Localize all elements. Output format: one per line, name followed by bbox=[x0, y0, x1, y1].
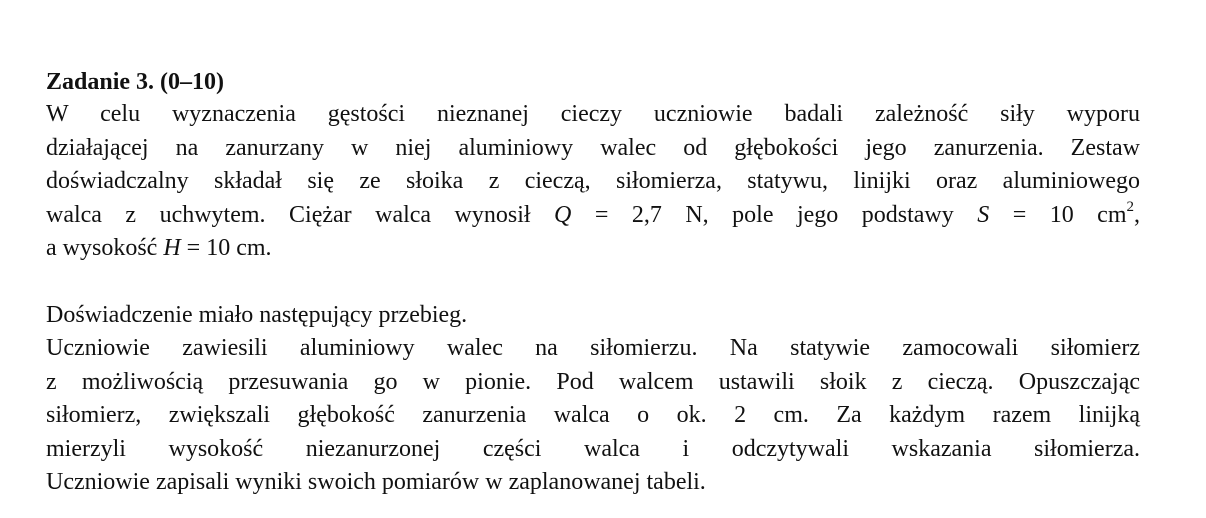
setup-line-2: działającej na zanurzany w niej aluminiowy walec od głębokości jego zanurzenia. Zestaw bbox=[46, 134, 1140, 161]
height-value: = 10 cm. bbox=[180, 235, 272, 261]
setup-line-4 bbox=[46, 199, 1140, 233]
area-value: = 10 cm bbox=[989, 201, 1127, 228]
procedure-line-3: siłomierz, zwiększali głębokość zanurzenia walca o ok. 2 cm. Za każdym razem linijką bbox=[46, 402, 1140, 428]
experiment-setup-paragraph bbox=[46, 98, 1140, 266]
procedure-line-1: Uczniowie zawiesili aluminiowy walec na siłomierzu. Na statywie zamocowali siłomierz bbox=[46, 335, 1140, 361]
paragraph-gap bbox=[46, 266, 1140, 299]
area-variable-s: S bbox=[977, 201, 990, 228]
setup-line-1: W celu wyznaczenia gęstości nieznanej cieczy uczniowie badali zależność siły wyporu bbox=[46, 101, 1140, 127]
setup-line-4-text: walca z uchwytem. Ciężar walca wynosił bbox=[46, 201, 555, 228]
area-exponent: 2 bbox=[1126, 198, 1135, 215]
weight-variable-q: Q bbox=[554, 201, 572, 228]
task-document bbox=[46, 66, 1140, 500]
experiment-procedure-paragraph bbox=[46, 299, 1140, 500]
setup-line-3: doświadczalny składał się ze słoika z cieczą, siłomierza, statywu, linijki oraz aluminiowego bbox=[46, 168, 1140, 194]
setup-line-5-text: a wysokość bbox=[46, 235, 164, 261]
setup-line-4-end: , bbox=[1134, 201, 1141, 228]
procedure-last-line: Uczniowie zapisali wyniki swoich pomiarów w zaplanowanej tabeli. bbox=[46, 469, 706, 495]
procedure-intro: Doświadczenie miało następujący przebieg. bbox=[46, 301, 468, 328]
procedure-line-2: z możliwością przesuwania go w pionie. Pod walcem ustawili słoik z cieczą. Opuszczając bbox=[46, 368, 1140, 395]
weight-value: = 2,7 N, pole jego podstawy bbox=[571, 201, 978, 228]
procedure-line-4: mierzyli wysokość niezanurzonej części walca i odczytywali wskazania siłomierza. bbox=[46, 435, 1140, 462]
setup-line-5 bbox=[46, 232, 1140, 266]
height-variable-h: H bbox=[163, 235, 181, 261]
task-title: Zadanie 3. (0–10) bbox=[46, 69, 225, 95]
